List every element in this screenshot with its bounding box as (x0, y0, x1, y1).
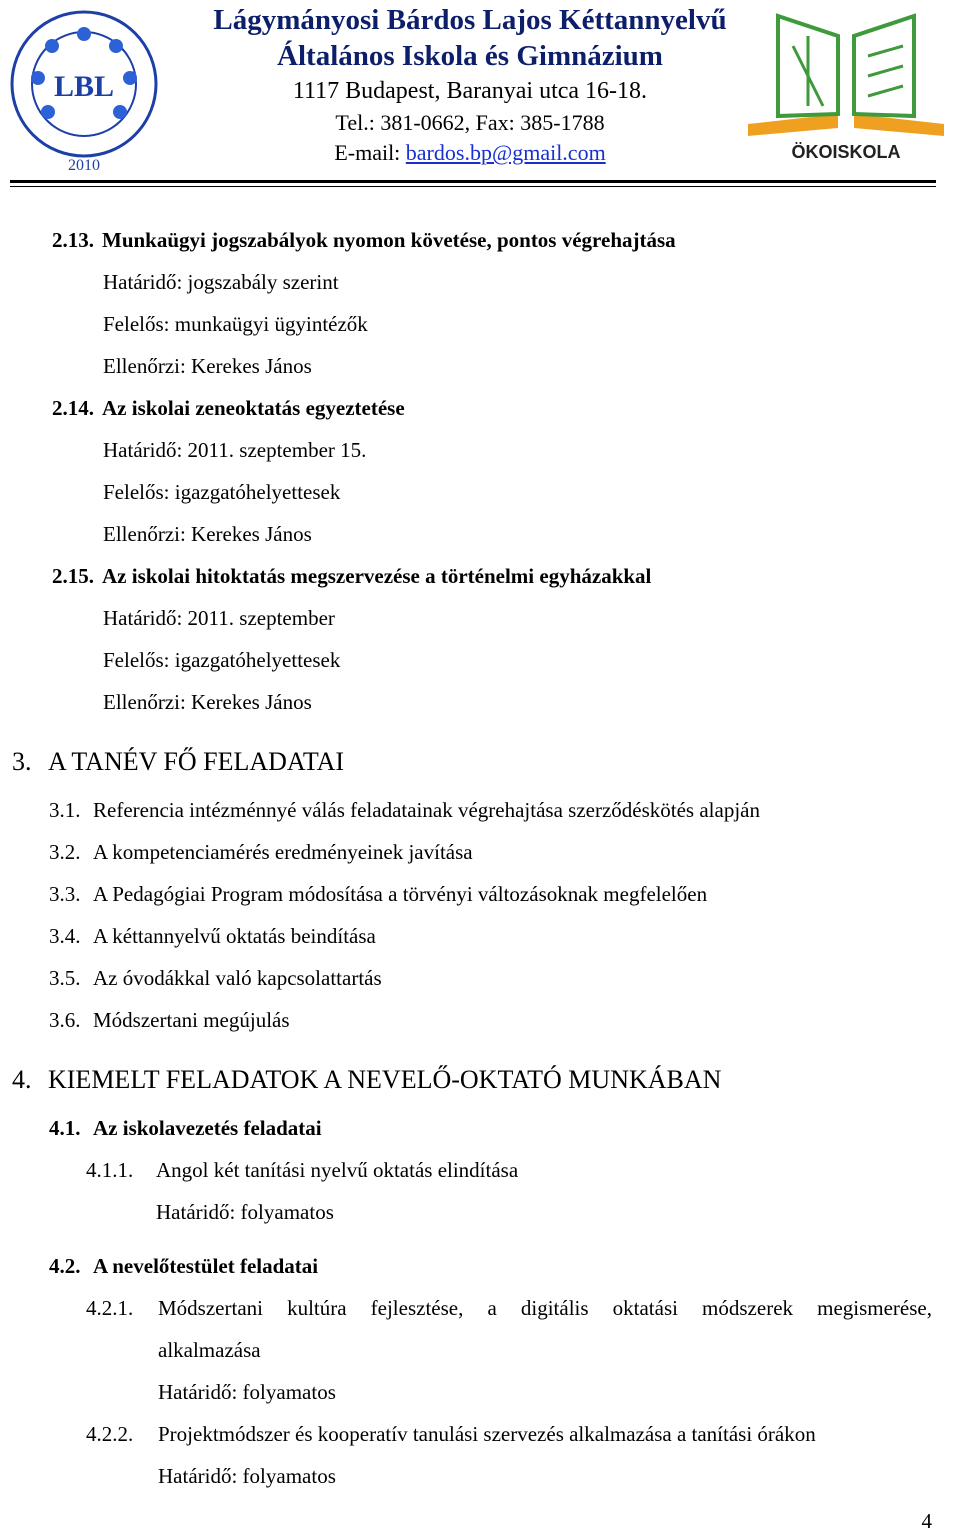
section-2-15-heading: 2.15. Az iskolai hitoktatás megszervezése a történelmi egyházakkal (52, 564, 652, 588)
school-phone: Tel.: 381-0662, Fax: 385-1788 (335, 110, 605, 135)
eco-logo-text: ÖKOISKOLA (791, 142, 901, 162)
section-2-13-responsible: Felelős: munkaügyi ügyintézők (103, 312, 368, 336)
section-2-13-checks: Ellenőrzi: Kerekes János (103, 354, 312, 378)
school-address: 1117 Budapest, Baranyai utca 16-18. (292, 78, 648, 104)
school-email (170, 138, 770, 168)
section-3-item: 3.6. Módszertani megújulás (49, 1008, 290, 1032)
section-4-2-2-deadline: Határidő: folyamatos (158, 1464, 336, 1488)
school-logo (8, 4, 160, 176)
school-name-line-2: Általános Iskola és Gimnázium (277, 40, 663, 72)
email-label: E-mail: (334, 140, 406, 165)
section-3-item: 3.1. Referencia intézménnyé válás feladatainak végrehajtása szerződéskötés alapján (49, 798, 760, 822)
section-2-13-deadline: Határidő: jogszabály szerint (103, 270, 339, 294)
section-2-14-checks: Ellenőrzi: Kerekes János (103, 522, 312, 546)
section-4-1-heading: 4.1. Az iskolavezetés feladatai (49, 1116, 322, 1140)
header-rule-thick (10, 180, 936, 183)
section-4-1-1-deadline: Határidő: folyamatos (156, 1200, 334, 1224)
logo-left-year: 2010 (68, 157, 100, 174)
logo-left-text: LBL (53, 70, 115, 103)
section-3-item: 3.5. Az óvodákkal való kapcsolattartás (49, 966, 382, 990)
section-2-13-heading: 2.13. Munkaügyi jogszabályok nyomon követése, pontos végrehajtása (52, 228, 676, 252)
section-2-15-deadline: Határidő: 2011. szeptember (103, 606, 335, 630)
section-2-15-checks: Ellenőrzi: Kerekes János (103, 690, 312, 714)
section-4-2-2-item: 4.2.2. Projektmódszer és kooperatív tanulási szervezés alkalmazása a tanítási órákon (86, 1422, 816, 1446)
section-4-heading: 4. KIEMELT FELADATOK A NEVELŐ-OKTATÓ MUNKÁBAN (12, 1065, 722, 1094)
eco-school-logo (738, 6, 954, 166)
section-4-2-1-text-line-2: alkalmazása (158, 1338, 261, 1362)
section-2-15-responsible: Felelős: igazgatóhelyettesek (103, 648, 341, 672)
section-2-14-deadline: Határidő: 2011. szeptember 15. (103, 438, 367, 462)
section-4-1-1-item: 4.1.1. Angol két tanítási nyelvű oktatás elindítása (86, 1158, 519, 1182)
section-4-2-1-deadline: Határidő: folyamatos (158, 1380, 336, 1404)
section-3-item: 3.4. A kéttannyelvű oktatás beindítása (49, 924, 376, 948)
section-4-2-1-number: 4.2.1. (86, 1296, 134, 1320)
section-3-heading: 3. A TANÉV FŐ FELADATAI (12, 747, 345, 776)
section-3-item: 3.3. A Pedagógiai Program módosítása a törvényi változásoknak megfelelően (49, 882, 708, 906)
header-block (170, 2, 770, 168)
school-name-line-1: Lágymányosi Bárdos Lajos Kéttannyelvű (213, 4, 727, 36)
section-2-14-heading: 2.14. Az iskolai zeneoktatás egyeztetése (52, 396, 405, 420)
page-number: 4 (921, 1509, 932, 1533)
header-rule-thin (10, 186, 936, 187)
section-3-item: 3.2. A kompetenciamérés eredményeinek javítása (49, 840, 473, 864)
section-2-14-responsible: Felelős: igazgatóhelyettesek (103, 480, 341, 504)
section-4-2-heading: 4.2. A nevelőtestület feladatai (49, 1254, 319, 1278)
section-4-2-1-text-line-1: Módszertani kultúra fejlesztése, a digitális oktatási módszerek megismerése, (158, 1296, 932, 1320)
email-link[interactable]: bardos.bp@gmail.com (405, 140, 606, 165)
